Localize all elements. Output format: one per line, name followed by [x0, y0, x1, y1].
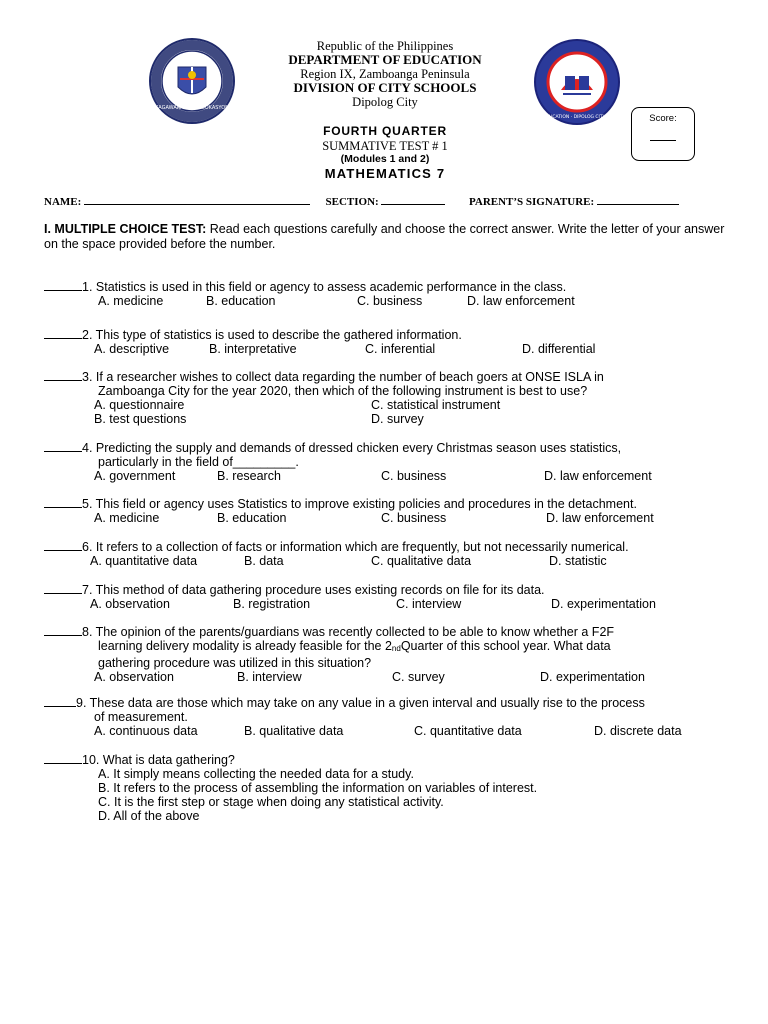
option-b: B. interpretative	[209, 342, 297, 356]
question-continuation: gathering procedure was utilized in this situation?	[98, 656, 372, 670]
ordinal-suffix: nd	[391, 644, 401, 653]
answer-blank[interactable]	[44, 280, 82, 291]
answer-blank[interactable]	[44, 625, 82, 636]
option-d: D. All of the above	[98, 809, 200, 823]
answer-blank[interactable]	[44, 753, 82, 764]
option-a: A. descriptive	[94, 342, 170, 356]
modules-subtitle: (Modules 1 and 2)	[340, 153, 430, 165]
division-line: DIVISION OF CITY SCHOOLS	[293, 80, 477, 95]
option-b: B. research	[217, 469, 281, 483]
option-d: D. survey	[371, 412, 424, 426]
question-stem: 6. It refers to a collection of facts or information which are frequently, but not necessarily numerical.	[82, 540, 629, 554]
question-4	[44, 441, 734, 483]
option-c: C. statistical instrument	[371, 398, 501, 412]
option-a: A. medicine	[94, 511, 160, 525]
parent-signature-label: PARENT’S SIGNATURE:	[468, 196, 595, 208]
quarter-title: FOURTH QUARTER	[323, 124, 447, 138]
test-title: SUMMATIVE TEST # 1	[322, 139, 448, 153]
option-d: D. experimentation	[540, 670, 645, 684]
answer-blank[interactable]	[44, 540, 82, 551]
question-stem: 3. If a researcher wishes to collect data regarding the number of beach goers at ONSE ISLA in	[82, 370, 604, 384]
answer-blank[interactable]	[44, 328, 82, 339]
question-continuation: of measurement.	[94, 710, 188, 724]
name-field[interactable]	[84, 195, 310, 205]
option-c: C. inferential	[365, 342, 436, 356]
question-6	[44, 540, 734, 568]
right-seal-text: DEPARTMENT OF EDUCATION · DIPOLOG CITY SCHOOLS DIVISION	[503, 115, 651, 120]
option-c: C. interview	[396, 597, 462, 611]
question-stem: 2. This type of statistics is used to describe the gathered information.	[82, 328, 462, 342]
answer-blank[interactable]	[44, 370, 82, 381]
answer-blank[interactable]	[44, 696, 76, 707]
question-stem: 1. Statistics is used in this field or agency to assess academic performance in the class.	[82, 280, 567, 294]
option-a: A. continuous data	[94, 724, 198, 738]
option-d: D. discrete data	[594, 724, 682, 738]
test-titles	[200, 124, 570, 182]
question-3	[44, 370, 734, 426]
option-c: C. quantitative data	[414, 724, 522, 738]
city-line: Dipolog City	[352, 95, 418, 109]
question-10	[44, 753, 734, 823]
question-stem: 7. This method of data gathering procedure uses existing records on file for its data.	[82, 583, 545, 597]
option-b: B. test questions	[94, 412, 187, 426]
question-9	[44, 696, 734, 738]
option-b: B. data	[244, 554, 284, 568]
question-stem: 8. The opinion of the parents/guardians was recently collected to be able to know whether a F2F	[82, 625, 615, 639]
option-b: B. education	[217, 511, 287, 525]
student-info-row	[44, 195, 734, 208]
name-label: NAME:	[44, 196, 82, 208]
option-c: C. business	[357, 294, 423, 308]
option-b: B. education	[206, 294, 276, 308]
option-a: A. government	[94, 469, 176, 483]
option-d: D. statistic	[549, 554, 607, 568]
option-c: C. survey	[392, 670, 445, 684]
option-b: B. It refers to the process of assembling the information on variables of interest.	[98, 781, 538, 795]
left-seal-text: KAGAWARAN NG EDUKASYON	[155, 105, 229, 111]
option-b: B. interview	[237, 670, 302, 684]
option-d: D. law enforcement	[546, 511, 654, 525]
option-a: A. questionnaire	[94, 398, 185, 412]
instructions-text: Read each questions carefully and choose the correct answer. Write the letter of your answer on the space provided before the number.	[44, 222, 725, 251]
question-2	[44, 328, 734, 356]
answer-blank[interactable]	[44, 583, 82, 594]
option-a: A. observation	[90, 597, 170, 611]
subject-title: MATHEMATICS 7	[324, 166, 446, 181]
option-d: D. law enforcement	[544, 469, 652, 483]
question-continuation: Zamboanga City for the year 2020, then which of the following instrument is best to use?	[98, 384, 588, 398]
score-blank[interactable]	[650, 140, 676, 141]
section-field[interactable]	[381, 195, 445, 205]
question-continuation	[44, 639, 734, 656]
question-8	[44, 625, 734, 684]
section-label: SECTION:	[325, 196, 379, 208]
answer-blank[interactable]	[44, 497, 82, 508]
region-line: Region IX, Zamboanga Peninsula	[300, 67, 470, 81]
score-box[interactable]	[631, 107, 695, 161]
option-b: B. qualitative data	[244, 724, 344, 738]
option-a: A. quantitative data	[90, 554, 198, 568]
question-continuation: particularly in the field of_________.	[98, 455, 299, 469]
question-1	[44, 280, 734, 308]
option-d: D. experimentation	[551, 597, 656, 611]
department-line: DEPARTMENT OF EDUCATION	[288, 52, 482, 67]
document-header	[200, 39, 570, 109]
question-7	[44, 583, 734, 611]
republic-line: Republic of the Philippines	[316, 39, 454, 53]
option-b: B. registration	[233, 597, 311, 611]
option-c: C. business	[381, 511, 447, 525]
option-c: C. It is the first step or stage when doing any statistical activity.	[98, 795, 444, 809]
option-a: A. It simply means collecting the needed data for a study.	[98, 767, 414, 781]
question-5	[44, 497, 734, 525]
score-label: Score:	[649, 113, 677, 124]
option-c: C. qualitative data	[371, 554, 472, 568]
option-c: C. business	[381, 469, 447, 483]
parent-signature-field[interactable]	[597, 195, 679, 205]
answer-blank[interactable]	[44, 441, 82, 452]
continuation-tail: Quarter of this school year. What data	[400, 639, 611, 653]
instructions	[44, 222, 730, 251]
option-a: A. medicine	[98, 294, 164, 308]
question-stem: 4. Predicting the supply and demands of dressed chicken every Christmas season uses statistics,	[82, 441, 622, 455]
option-d: D. law enforcement	[467, 294, 575, 308]
question-stem: 10. What is data gathering?	[82, 753, 235, 767]
question-stem: 9. These data are those which may take on any value in a given interval and usually rise to the process	[76, 696, 645, 710]
option-a: A. observation	[94, 670, 174, 684]
question-stem: 5. This field or agency uses Statistics to improve existing policies and procedures in the detachment.	[82, 497, 637, 511]
option-d: D. differential	[522, 342, 596, 356]
continuation-text: learning delivery modality is already feasible for the 2	[98, 639, 392, 653]
instructions-label: I. MULTIPLE CHOICE TEST:	[44, 222, 207, 236]
